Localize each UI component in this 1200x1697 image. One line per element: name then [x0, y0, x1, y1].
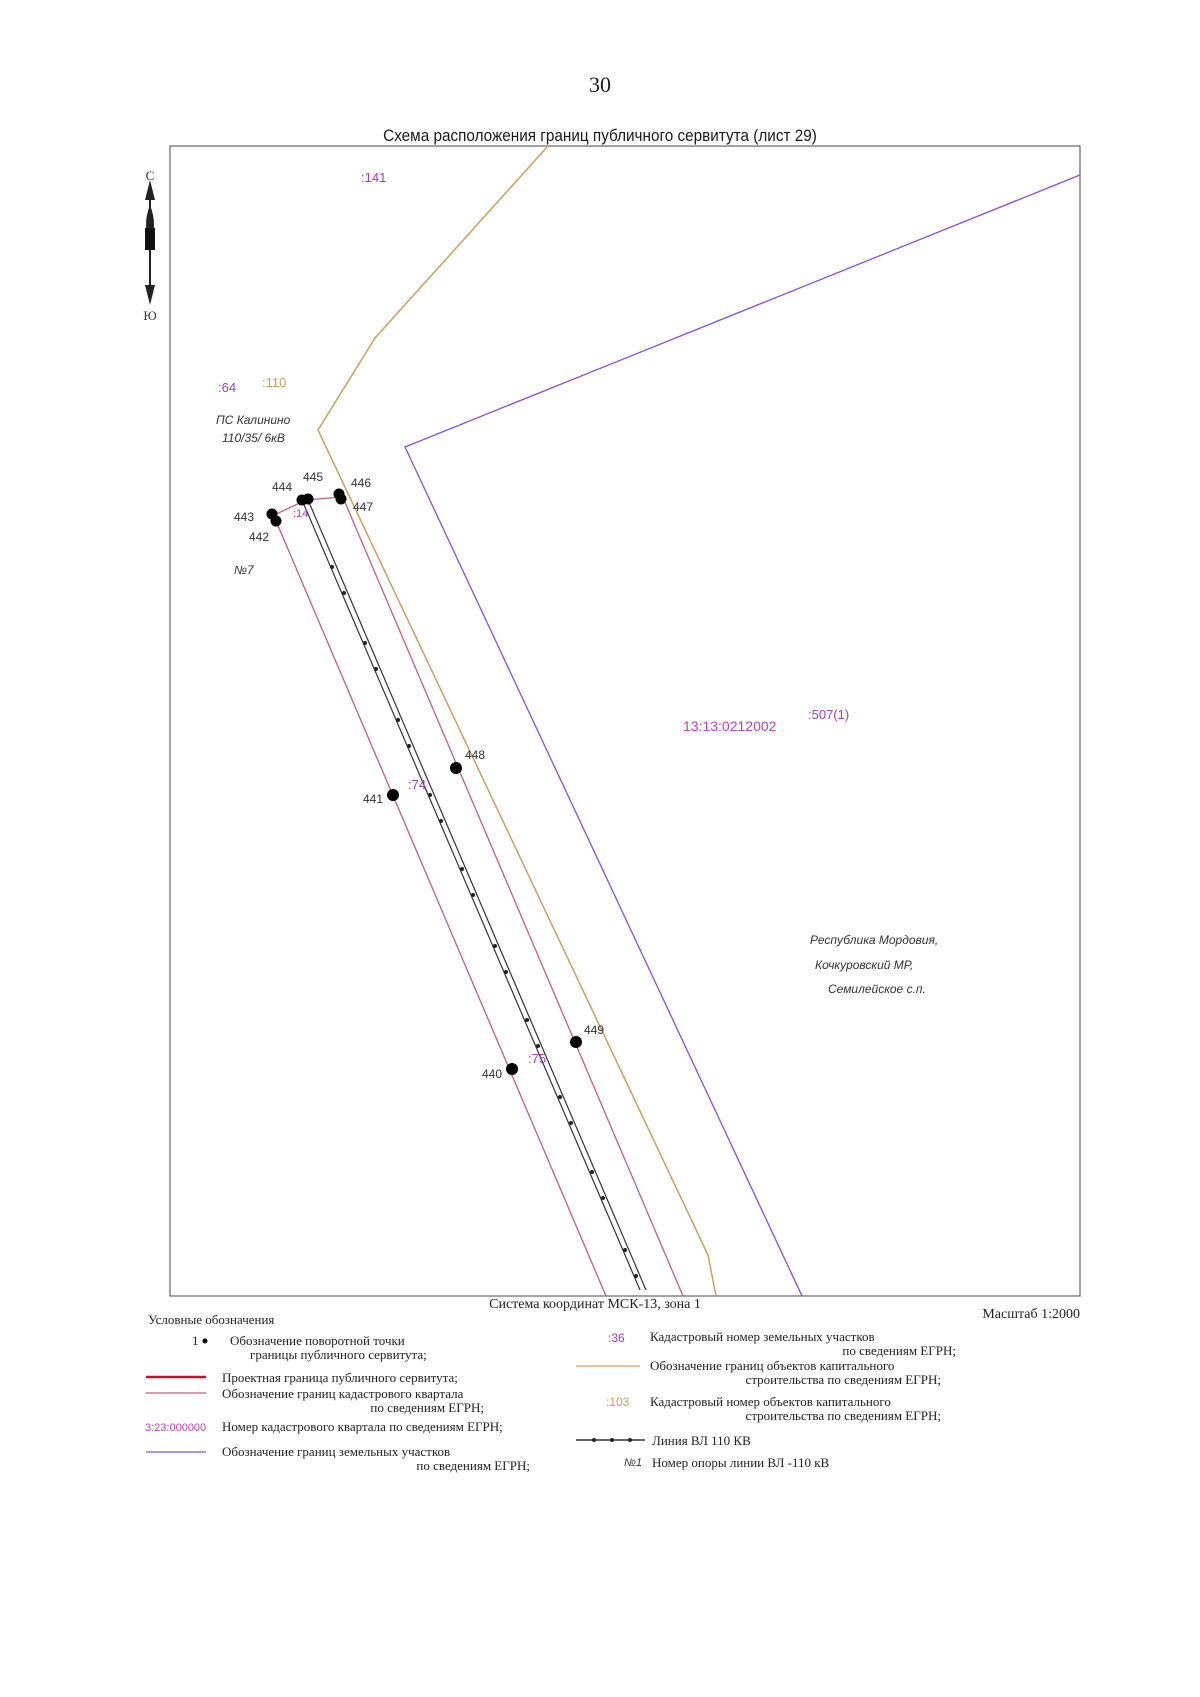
legend-support-text: Номер опоры линии ВЛ -110 кВ — [652, 1455, 830, 1470]
coordinate-system-label: Система координат МСК-13, зона 1 — [489, 1297, 701, 1312]
north-arrow-icon — [145, 180, 155, 305]
substation-name: ПС Калинино — [216, 413, 291, 427]
quarter-boundary-line-right — [344, 500, 683, 1296]
region-line-2: Кочкуровский МР, — [815, 958, 914, 972]
legend-land-cadastral-sample: :36 — [608, 1331, 625, 1345]
legend-turning-point-text2: границы публичного сервитута; — [250, 1347, 427, 1362]
turning-point-441 — [387, 789, 399, 801]
legend-turning-point-icon — [203, 1339, 208, 1344]
cadastral-label-64: :64 — [218, 380, 237, 395]
legend-capital-cadastral-sample: :103 — [606, 1395, 630, 1409]
point-label-444: 444 — [272, 480, 293, 494]
legend-land-cadastral-text1: Кадастровый номер земельных участков — [650, 1329, 875, 1344]
cadastral-label-74: :74 — [408, 777, 427, 792]
legend-support-sample: №1 — [624, 1457, 643, 1469]
legend-quarter-text2: по сведениям ЕГРН; — [370, 1400, 484, 1415]
map-title: Схема расположения границ публичного сервитута (лист 29) — [383, 126, 817, 145]
point-label-442: 442 — [249, 530, 270, 544]
point-label-446: 446 — [351, 476, 372, 490]
point-label-449: 449 — [584, 1023, 605, 1037]
map-frame — [170, 146, 1080, 1296]
substation-voltage: 110/35/ 6кВ — [222, 431, 285, 445]
legend-quarter-number-text: Номер кадастрового квартала по сведениям ЕГРН; — [222, 1419, 503, 1434]
legend-quarter-number-sample: 3:23:000000 — [145, 1422, 207, 1434]
point-label-448: 448 — [465, 748, 486, 762]
support-number-label: №7 — [234, 563, 254, 577]
point-label-447: 447 — [353, 500, 374, 514]
point-label-445: 445 — [303, 470, 324, 484]
legend-land-text1: Обозначение границ земельных участков — [222, 1444, 451, 1459]
region-line-1: Республика Мордовия, — [810, 933, 939, 947]
turning-point-449 — [570, 1036, 582, 1048]
turning-point-440 — [506, 1063, 518, 1075]
power-line — [302, 500, 646, 1290]
cadastral-label-110: :110 — [262, 375, 287, 390]
compass-north-label: С — [145, 168, 155, 183]
legend-servitude-text: Проектная граница публичного сервитута; — [222, 1370, 458, 1385]
point-label-441: 441 — [363, 792, 384, 806]
legend-quarter-text1: Обозначение границ кадастрового квартала — [222, 1386, 464, 1401]
turning-point-448 — [450, 762, 462, 774]
turning-point-447 — [336, 494, 347, 505]
point-label-443: 443 — [234, 510, 255, 524]
cadastral-label-75: :75 — [528, 1051, 547, 1066]
legend-land-text2: по сведениям ЕГРН; — [416, 1458, 530, 1473]
legend-power-line-icon — [576, 1438, 645, 1442]
legend-turning-point-text1: Обозначение поворотной точки — [230, 1333, 405, 1348]
compass-south-label: Ю — [143, 308, 157, 323]
legend-capital-boundary-text1: Обозначение границ объектов капитального — [650, 1358, 895, 1373]
land-boundary-line — [405, 175, 1080, 1296]
cadastral-label-14: :14 — [293, 508, 309, 520]
cadastral-label-507: :507(1) — [808, 707, 850, 722]
legend-capital-cadastral-text2: строительства по сведениям ЕГРН; — [745, 1408, 941, 1423]
cadastral-label-141: :141 — [361, 170, 387, 185]
legend-power-line-text: Линия ВЛ 110 КВ — [652, 1433, 751, 1448]
legend-capital-cadastral-text1: Кадастровый номер объектов капитального — [650, 1394, 891, 1409]
capital-boundary-line — [318, 146, 716, 1296]
quarter-boundary-line-left — [276, 521, 606, 1296]
legend-heading: Условные обозначения — [148, 1312, 275, 1327]
quarter-number-label: 13:13:0212002 — [683, 718, 777, 734]
legend-turning-point-sample: 1 — [192, 1333, 199, 1348]
turning-point-445 — [303, 494, 314, 505]
region-line-3: Семилейское с.п. — [828, 982, 926, 996]
turning-point-442 — [271, 516, 282, 527]
scale-label: Масштаб 1:2000 — [982, 1307, 1080, 1322]
legend-land-cadastral-text2: по сведениям ЕГРН; — [842, 1343, 956, 1358]
page-number: 30 — [589, 72, 611, 97]
legend-capital-boundary-text2: строительства по сведениям ЕГРН; — [745, 1372, 941, 1387]
point-label-440: 440 — [482, 1067, 503, 1081]
